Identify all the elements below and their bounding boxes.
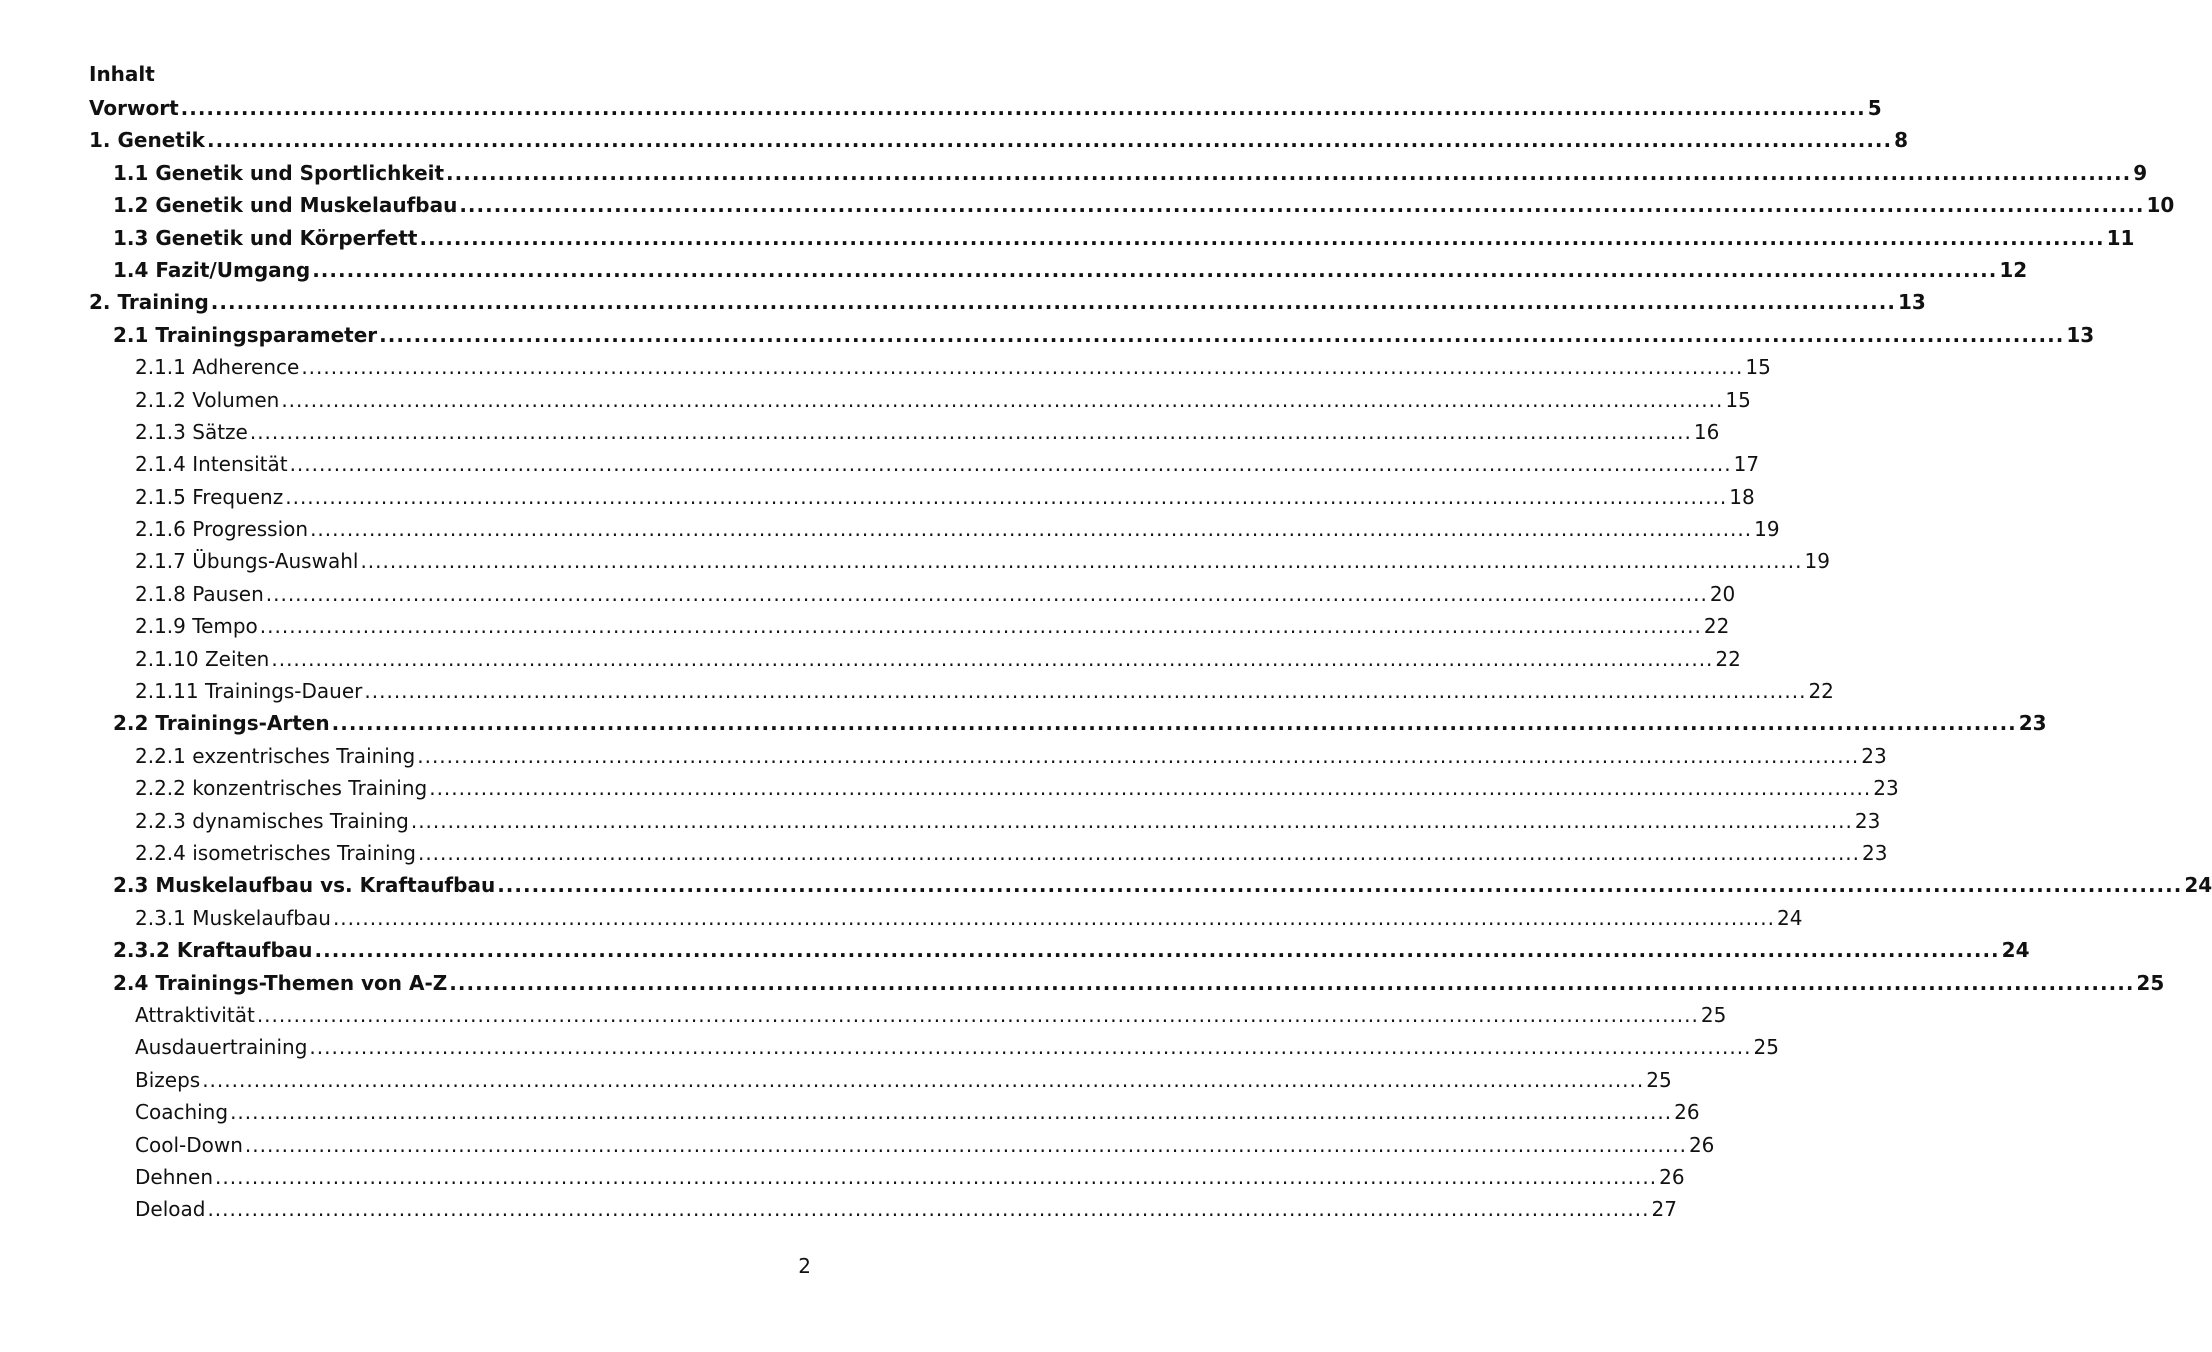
toc-dot-leader: .................................................................................................................................................................................................... (289, 452, 1732, 477)
toc-entry[interactable] (89, 643, 1741, 675)
toc-entry[interactable] (89, 319, 2095, 351)
toc-entry-title: 2.1.3 Sätze (135, 419, 248, 444)
toc-entry[interactable] (89, 999, 1727, 1031)
toc-dot-leader: .................................................................................................................................................................................................... (459, 193, 2145, 218)
toc-dot-leader: .................................................................................................................................................................................................... (429, 776, 1872, 801)
toc-dot-leader: .................................................................................................................................................................................................... (360, 549, 1803, 574)
toc-entry[interactable] (89, 967, 2165, 999)
toc-entry-title: 2.1.7 Übungs-Auswahl (135, 549, 359, 574)
toc-entry-page: 22 (1715, 646, 1741, 671)
toc-dot-leader: .................................................................................................................................................................................................... (256, 1002, 1699, 1027)
toc-entry-page: 16 (1693, 419, 1720, 444)
toc-entry-title: 2.1.6 Progression (135, 517, 309, 542)
page-number: 2 (798, 1254, 811, 1278)
toc-entry-page: 26 (1659, 1164, 1685, 1189)
toc-entry-title: 2.2.1 exzentrisches Training (135, 743, 416, 768)
toc-dot-leader: .................................................................................................................................................................................................... (285, 484, 1728, 509)
toc-entry[interactable] (89, 92, 1882, 124)
toc-entry[interactable] (89, 351, 1771, 383)
toc-entry-title: Ausdauertraining (135, 1035, 308, 1060)
toc-entry-title: Coaching (135, 1100, 229, 1125)
toc-entry-page: 27 (1651, 1197, 1677, 1222)
toc-entry-page: 25 (2136, 970, 2165, 995)
toc-entry[interactable] (89, 707, 2047, 739)
toc-entry-title: Deload (135, 1197, 206, 1222)
toc-entry-title: 2.3 Muskelaufbau vs. Kraftaufbau (113, 873, 496, 898)
toc-entry-page: 22 (1703, 614, 1730, 639)
toc-entry[interactable] (89, 1096, 1700, 1128)
toc-entry-page: 26 (1674, 1100, 1700, 1125)
toc-entry[interactable] (89, 902, 1803, 934)
table-of-contents (89, 92, 2212, 1226)
toc-entry-title: Bizeps (135, 1067, 201, 1092)
toc-entry-title: 2.3.1 Muskelaufbau (135, 905, 331, 930)
toc-entry[interactable] (89, 610, 1730, 642)
toc-entry-page: 8 (1894, 128, 1909, 153)
toc-entry-title: 2.3.2 Kraftaufbau (113, 938, 313, 963)
toc-dot-leader: .................................................................................................................................................................................................... (202, 1067, 1645, 1092)
toc-entry-page: 10 (2146, 193, 2175, 218)
toc-entry[interactable] (89, 189, 2175, 221)
toc-dot-leader: .................................................................................................................................................................................................... (309, 1035, 1752, 1060)
toc-entry[interactable] (89, 448, 1760, 480)
toc-entry-title: 2.1.1 Adherence (135, 355, 300, 380)
toc-entry[interactable] (89, 254, 2028, 286)
toc-entry[interactable] (89, 545, 1830, 577)
toc-entry[interactable] (89, 124, 1909, 156)
toc-entry-page: 13 (2066, 322, 2095, 347)
toc-entry-title: 2.1.10 Zeiten (135, 646, 270, 671)
toc-entry[interactable] (89, 1193, 1677, 1225)
toc-entry-title: 1.3 Genetik und Körperfett (113, 225, 418, 250)
toc-entry-page: 23 (1862, 840, 1888, 865)
toc-entry-page: 5 (1867, 96, 1882, 120)
toc-dot-leader: .................................................................................................................................................................................................... (244, 1132, 1687, 1157)
toc-dot-leader: .................................................................................................................................................................................................... (265, 581, 1708, 606)
toc-entry-title: 2.4 Trainings-Themen von A-Z (113, 970, 448, 995)
toc-dot-leader: .................................................................................................................................................................................................... (417, 743, 1860, 768)
toc-entry-page: 18 (1729, 484, 1755, 509)
toc-entry-page: 15 (1725, 387, 1751, 412)
toc-entry-title: 1.1 Genetik und Sportlichkeit (113, 160, 445, 185)
toc-entry-title: Cool-Down (135, 1132, 243, 1157)
toc-entry-page: 20 (1709, 581, 1736, 606)
toc-entry-page: 24 (2001, 938, 2030, 963)
toc-entry-title: 2.1.5 Frequenz (135, 484, 284, 509)
toc-entry-page: 13 (1897, 290, 1926, 315)
toc-entry-page: 24 (2184, 873, 2212, 898)
toc-entry-title: 2.1.11 Trainings-Dauer (135, 679, 363, 704)
toc-entry[interactable] (89, 869, 2212, 901)
toc-entry-page: 12 (1999, 257, 2028, 282)
toc-dot-leader: .................................................................................................................................................................................................... (180, 96, 1866, 120)
toc-entry[interactable] (89, 416, 1720, 448)
toc-dot-leader: .................................................................................................................................................................................................... (259, 614, 1702, 639)
toc-entry-title: 2.2 Trainings-Arten (113, 711, 330, 736)
toc-entry-title: 2. Training (89, 290, 209, 315)
toc-entry-title: 2.1 Trainingsparameter (113, 322, 378, 347)
toc-entry-page: 25 (1700, 1002, 1727, 1027)
toc-entry[interactable] (89, 740, 1887, 772)
toc-dot-leader: .................................................................................................................................................................................................... (332, 905, 1775, 930)
toc-entry-page: 25 (1646, 1067, 1672, 1092)
toc-entry[interactable] (89, 1064, 1672, 1096)
toc-dot-leader: .................................................................................................................................................................................................... (249, 419, 1692, 444)
toc-entry-page: 23 (2018, 711, 2047, 736)
toc-entry[interactable] (89, 157, 2148, 189)
toc-entry-page: 23 (1873, 776, 1899, 801)
toc-entry[interactable] (89, 675, 1834, 707)
toc-entry-title: 2.1.4 Intensität (135, 452, 288, 477)
toc-entry-page: 11 (2106, 225, 2135, 250)
toc-heading: Inhalt (89, 62, 155, 86)
toc-entry-page: 26 (1688, 1132, 1715, 1157)
toc-dot-leader: .................................................................................................................................................................................................... (419, 225, 2105, 250)
toc-entry-title: 1. Genetik (89, 128, 205, 153)
toc-entry[interactable] (89, 481, 1755, 513)
toc-dot-leader: .................................................................................................................................................................................................... (379, 322, 2065, 347)
toc-dot-leader: .................................................................................................................................................................................................... (271, 646, 1714, 671)
toc-dot-leader: .................................................................................................................................................................................................... (207, 1197, 1650, 1222)
toc-entry[interactable] (89, 1161, 1685, 1193)
toc-dot-leader: .................................................................................................................................................................................................... (331, 711, 2017, 736)
toc-entry[interactable] (89, 934, 2030, 966)
toc-entry-title: 1.4 Fazit/Umgang (113, 257, 311, 282)
toc-entry[interactable] (89, 513, 1780, 545)
toc-dot-leader: .................................................................................................................................................................................................... (301, 355, 1744, 380)
toc-dot-leader: .................................................................................................................................................................................................... (310, 517, 1753, 542)
toc-entry-page: 23 (1854, 808, 1881, 833)
toc-entry-title: 2.2.4 isometrisches Training (135, 840, 416, 865)
toc-dot-leader: .................................................................................................................................................................................................... (206, 128, 1893, 153)
toc-entry-page: 25 (1753, 1035, 1779, 1060)
toc-dot-leader: .................................................................................................................................................................................................... (312, 257, 1998, 282)
toc-entry-page: 19 (1804, 549, 1830, 574)
toc-dot-leader: .................................................................................................................................................................................................... (230, 1100, 1673, 1125)
toc-entry[interactable] (89, 384, 1751, 416)
toc-dot-leader: .................................................................................................................................................................................................... (446, 160, 2132, 185)
toc-entry[interactable] (89, 837, 1888, 869)
toc-entry-title: 2.2.2 konzentrisches Training (135, 776, 428, 801)
toc-dot-leader: .................................................................................................................................................................................................... (210, 290, 1896, 315)
toc-entry[interactable] (89, 1031, 1779, 1063)
toc-entry-page: 23 (1861, 743, 1887, 768)
toc-entry-title: 2.1.9 Tempo (135, 614, 258, 639)
toc-dot-leader: .................................................................................................................................................................................................... (364, 679, 1807, 704)
toc-dot-leader: .................................................................................................................................................................................................... (215, 1164, 1658, 1189)
toc-entry-page: 22 (1808, 679, 1834, 704)
toc-entry[interactable] (89, 578, 1736, 610)
toc-entry[interactable] (89, 1129, 1715, 1161)
toc-entry[interactable] (89, 805, 1881, 837)
toc-dot-leader: .................................................................................................................................................................................................... (410, 808, 1853, 833)
toc-entry-title: 2.1.2 Volumen (135, 387, 280, 412)
toc-entry[interactable] (89, 772, 1899, 804)
toc-entry-page: 19 (1754, 517, 1780, 542)
toc-entry-title: Attraktivität (135, 1002, 255, 1027)
toc-entry-title: Dehnen (135, 1164, 214, 1189)
toc-entry-title: 2.1.8 Pausen (135, 581, 264, 606)
toc-dot-leader: .................................................................................................................................................................................................... (449, 970, 2135, 995)
toc-dot-leader: .................................................................................................................................................................................................... (497, 873, 2183, 898)
toc-entry-page: 9 (2133, 160, 2148, 185)
toc-entry-title: Vorwort (89, 96, 179, 120)
toc-entry-title: 2.2.3 dynamisches Training (135, 808, 409, 833)
toc-entry-title: 1.2 Genetik und Muskelaufbau (113, 193, 458, 218)
toc-entry-page: 24 (1777, 905, 1803, 930)
toc-entry[interactable] (89, 286, 1926, 318)
toc-entry-page: 15 (1745, 355, 1771, 380)
toc-entry[interactable] (89, 222, 2135, 254)
toc-dot-leader: .................................................................................................................................................................................................... (417, 840, 1861, 865)
toc-dot-leader: .................................................................................................................................................................................................... (281, 387, 1724, 412)
toc-entry-page: 17 (1733, 452, 1760, 477)
toc-dot-leader: .................................................................................................................................................................................................... (314, 938, 2000, 963)
